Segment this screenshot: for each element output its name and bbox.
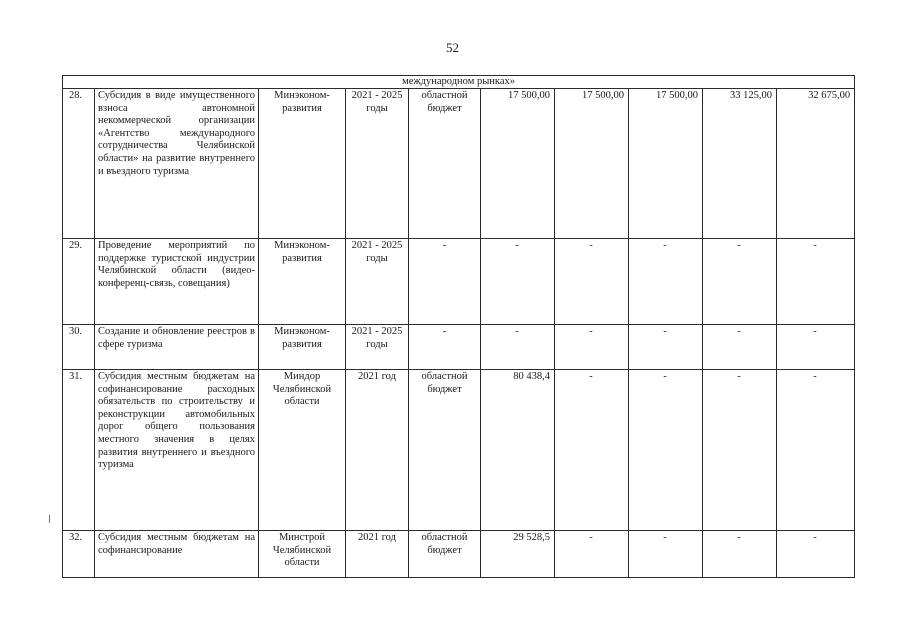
period-cell: 2021 - 2025 годы [346,239,409,325]
amount-cell-3: - [629,531,703,578]
activity-description-cell: Субсидия местным бюджетам на софинансирование [95,531,259,578]
funding-source-cell: областной бюджет [409,89,481,239]
amount-cell-5: - [777,325,855,370]
row-number-cell: 28. [63,89,95,239]
period-cell: 2021 - 2025 годы [346,89,409,239]
table-row [63,325,855,370]
amount-cell-5: 32 675,00 [777,89,855,239]
amount-cell-5: - [777,531,855,578]
amount-cell-4: 33 125,00 [703,89,777,239]
amount-cell-2: - [555,325,629,370]
executor-cell: Минэконом-развития [259,325,346,370]
activity-description-cell: Проведение мероприятий по поддержке туристской индустрии Челябинской области (видео-конференц-связь, совещания) [95,239,259,325]
section-title-row [63,76,855,89]
margin-mark [49,515,50,523]
activity-description-cell: Субсидия местным бюджетам на софинансирование расходных обязательств по строительству и реконструкции автомобильных дорог общего пользования местного значения в целях развития внутреннего и въездного туризма [95,370,259,531]
table-row [63,531,855,578]
executor-cell: Минстрой Челябинской области [259,531,346,578]
funding-source-cell: областной бюджет [409,370,481,531]
program-activities-table [62,75,855,578]
table-row [63,370,855,531]
amount-cell-1: - [481,325,555,370]
amount-cell-1: 80 438,4 [481,370,555,531]
amount-cell-5: - [777,239,855,325]
activity-description-cell: Субсидия в виде имущественного взноса автономной некоммерческой организации «Агентство международного сотрудничества Челябинской области» на развитие внутреннего и въездного туризма [95,89,259,239]
period-cell: 2021 год [346,531,409,578]
table-row [63,89,855,239]
period-cell: 2021 - 2025 годы [346,325,409,370]
executor-cell: Миндор Челябинской области [259,370,346,531]
amount-cell-4: - [703,370,777,531]
table-row [63,239,855,325]
funding-source-cell: - [409,239,481,325]
row-number-cell: 32. [63,531,95,578]
amount-cell-4: - [703,531,777,578]
section-title-cell: международном рынках» [63,76,855,89]
amount-cell-1: 17 500,00 [481,89,555,239]
activity-description-cell: Создание и обновление реестров в сфере туризма [95,325,259,370]
amount-cell-3: - [629,325,703,370]
amount-cell-5: - [777,370,855,531]
amount-cell-3: 17 500,00 [629,89,703,239]
amount-cell-2: 17 500,00 [555,89,629,239]
row-number-cell: 29. [63,239,95,325]
amount-cell-3: - [629,239,703,325]
amount-cell-4: - [703,239,777,325]
amount-cell-2: - [555,370,629,531]
row-number-cell: 30. [63,325,95,370]
amount-cell-4: - [703,325,777,370]
executor-cell: Минэконом-развития [259,89,346,239]
funding-source-cell: - [409,325,481,370]
funding-source-cell: областной бюджет [409,531,481,578]
amount-cell-3: - [629,370,703,531]
amount-cell-1: - [481,239,555,325]
amount-cell-1: 29 528,5 [481,531,555,578]
page-number: 52 [446,40,459,55]
amount-cell-2: - [555,239,629,325]
executor-cell: Минэконом-развития [259,239,346,325]
period-cell: 2021 год [346,370,409,531]
row-number-cell: 31. [63,370,95,531]
amount-cell-2: - [555,531,629,578]
